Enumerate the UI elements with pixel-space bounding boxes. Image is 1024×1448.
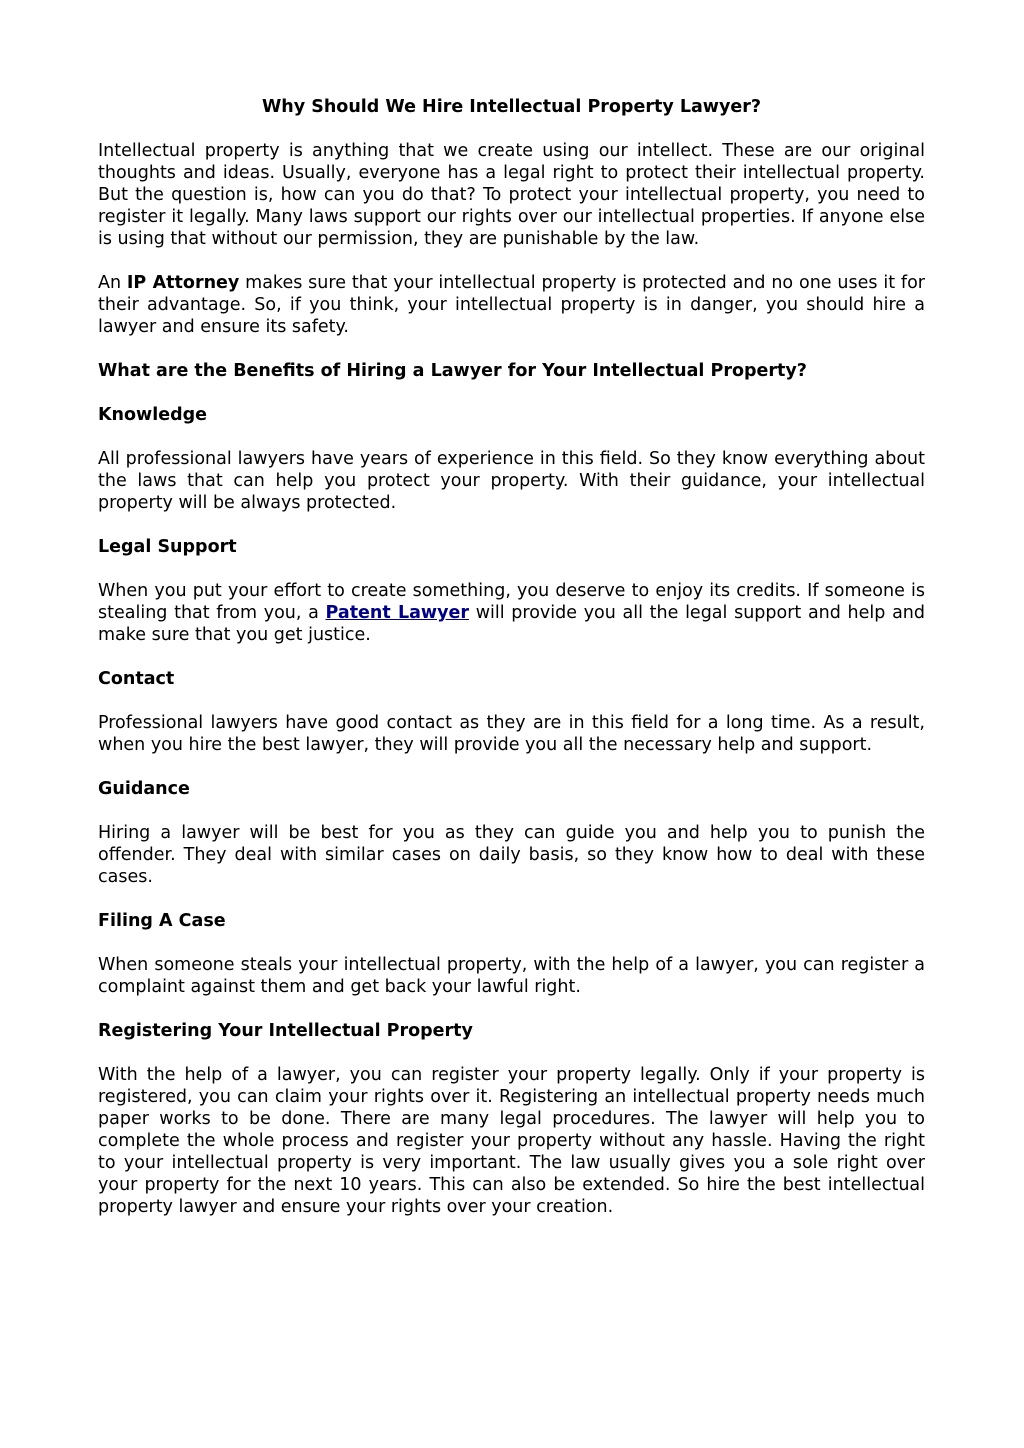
filing-case-paragraph: When someone steals your intellectual property, with the help of a lawyer, you can register a complaint against them and get back your lawful right. — [98, 955, 925, 997]
registering-heading: Registering Your Intellectual Property — [98, 1021, 473, 1041]
guidance-paragraph: Hiring a lawyer will be best for you as they can guide you and help you to punish the offender. They deal with similar cases on daily basis, so they know how to deal with these cases. — [98, 823, 925, 887]
knowledge-heading: Knowledge — [98, 405, 207, 425]
legal-support-heading: Legal Support — [98, 537, 237, 557]
ip-attorney-paragraph — [98, 272, 925, 338]
contact-paragraph: Professional lawyers have good contact as they are in this field for a long time. As a result, when you hire the best lawyer, they will provide you all the necessary help and support. — [98, 713, 925, 755]
contact-heading: Contact — [98, 669, 175, 689]
ip-attorney-bold: IP Attorney — [126, 273, 240, 293]
legal-support-suffix: will provide you all the legal support and help and make sure that you get justice. — [98, 603, 925, 645]
document-title: Why Should We Hire Intellectual Property Lawyer? — [261, 97, 762, 117]
legal-support-prefix: When you put your effort to create something, you deserve to enjoy its credits. If someone is stealing that from you, a — [98, 581, 925, 623]
intro-paragraph: Intellectual property is anything that we create using our intellect. These are our original thoughts and ideas. Usually, everyone has a legal right to protect their intellectual property. But the question is, how can you do that? To protect your intellectual property, you need to register it legally. Many laws support our rights over our intellectual properties. If anyone else is using that without our permission, they are punishable by the law. — [98, 141, 925, 249]
ip-paragraph-prefix: An — [98, 273, 127, 293]
filing-case-heading: Filing A Case — [98, 911, 226, 931]
legal-support-paragraph — [98, 580, 925, 646]
registering-paragraph: With the help of a lawyer, you can register your property legally. Only if your property is registered, you can claim your rights over it. Registering an intellectual property needs much paper works to be done. There are many legal procedures. The lawyer will help you to complete the whole process and register your property without any hassle. Having the right to your intellectual property is very important. The law usually gives you a sole right over your property for the next 10 years. This can also be extended. So hire the best intellectual property lawyer and ensure your rights over your creation. — [98, 1065, 925, 1217]
benefits-heading: What are the Benefits of Hiring a Lawyer for Your Intellectual Property? — [98, 361, 807, 381]
ip-paragraph-suffix: makes sure that your intellectual property is protected and no one uses it for their advantage. So, if you think, your intellectual property is in danger, you should hire a lawyer and ensure its safety. — [98, 273, 925, 337]
patent-lawyer-link[interactable]: Patent Lawyer — [325, 603, 470, 623]
document-page — [98, 96, 925, 1240]
guidance-heading: Guidance — [98, 779, 190, 799]
knowledge-paragraph: All professional lawyers have years of experience in this field. So they know everything about the laws that can help you protect your property. With their guidance, your intellectual property will be always protected. — [98, 449, 925, 513]
